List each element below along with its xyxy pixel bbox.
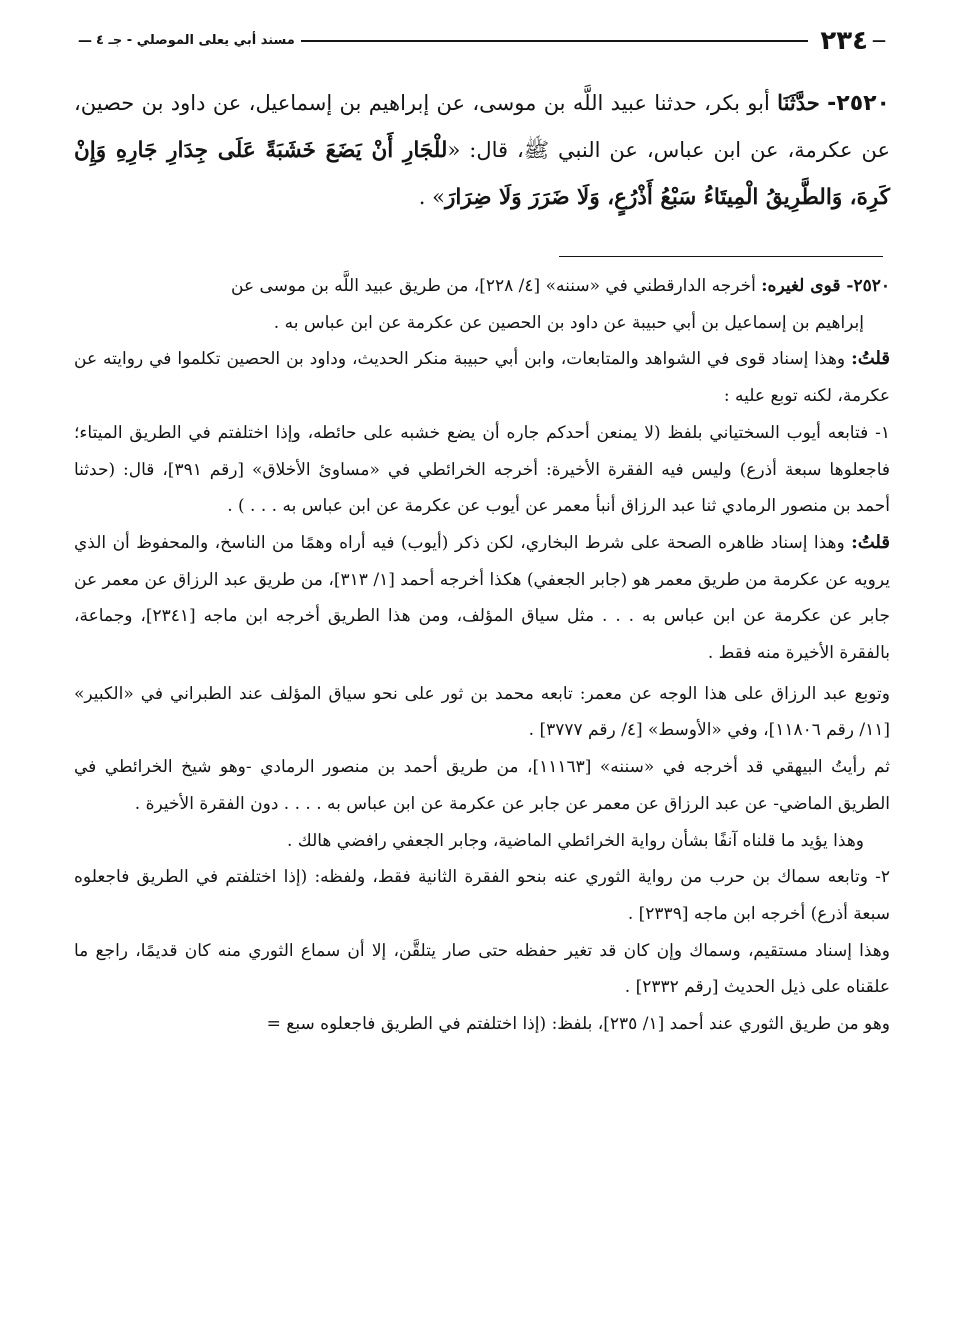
haddathana: حدَّثَنَا [777, 90, 820, 115]
hadith-number-sep: - [827, 91, 837, 116]
footnote-separator [559, 256, 883, 257]
footnote-paragraph [74, 676, 890, 749]
footnote-paragraph [74, 749, 890, 822]
header-trailing-dash: — [78, 33, 92, 49]
footnote-text: وهذا إسناد قوى في الشواهد والمتابعات، وابن أبي حبيبة منكر الحديث، وداود بن الحصين تكلموا في روايته عن عكرمة، لكنه توبع عليه : [74, 349, 890, 407]
footnote-paragraph [74, 1006, 890, 1043]
footnote-text: وهذا إسناد مستقيم، وسماك وإن كان قد تغير حفظه حتى صار يتلقَّن، إلا أن سماع الثوري منه كان قديمًا، راجع ما علقناه على ذيل الحديث [رقم ٢٣٣٢] . [74, 940, 890, 998]
page-number: ٢٣٤ [820, 26, 868, 56]
footnote-paragraph [74, 933, 890, 1006]
footnote-paragraph [74, 341, 890, 414]
footnote-paragraph [74, 525, 890, 672]
footnote-text: إبراهيم بن إسماعيل بن أبي حبيبة عن داود بن الحصين عن عكرمة عن ابن عباس به . [273, 312, 864, 333]
footnote-text: وهو من طريق الثوري عند أحمد [١/ ٢٣٥]، بلفظ: (إذا اختلفتم في الطريق فاجعلوه سبع = [266, 1014, 890, 1035]
hadith-isnad: أبو بكر، حدثنا عبيد اللَّه بن موسى، عن إبراهيم بن إسماعيل، عن داود بن حصين، عن عكرمة، عن ابن عباس، عن النبي ﷺ، قال: « [74, 91, 890, 162]
header-rule [301, 40, 809, 42]
hadith-text [74, 80, 890, 221]
footnote-lead: ٢٥٢٠- قوى لغيره: [761, 276, 890, 296]
footnotes [74, 268, 890, 1043]
qult-label: قلتُ: [851, 531, 890, 553]
running-title: مسند أبي يعلى الموصلي - جـ ٤ [96, 33, 295, 48]
footnote-text: ٢- وتابعه سماك بن حرب من رواية الثوري عنه بنحو الفقرة الثانية فقط، ولفظه: (إذا اختلفتم في الطريق فاجعلوه سبعة أذرع) أخرجه ابن ماجه [٢٣٣٩] . [74, 867, 890, 924]
footnote-text: وهذا إسناد ظاهره الصحة على شرط البخاري، لكن ذكر (أيوب) فيه أراه وهمًا من الناسخ، والمحفوظ أن الذي يرويه عن عكرمة من طريق معمر هو (جابر الجعفي) هكذا أخرجه أحمد [١/ ٣١٣]، من طريق عبد الرزاق عن معمر عن جابر عن عكرمة عن ابن عباس به . . . مثل سياق المؤلف، ومن هذا الطريق أخرجه ابن ماجه [٢٣٤١]، وجماعة، بالفقرة الأخيرة منه فقط . [74, 532, 890, 664]
footnote-paragraph [74, 305, 890, 342]
hadith-matn: للْجَارِ أَنْ يَضَعَ خَشَبَةً عَلَى جِدَارِ جَارِهِ وَإِنْ كَرِهَ، وَالطَّرِيقُ الْمِيتَاءُ سَبْعُ أَذْرُعٍ، وَلَا ضَرَرَ وَلَا ضِرَارَ [74, 138, 890, 210]
hadith-close: » . [418, 185, 445, 209]
qult-label: قلتُ: [851, 348, 890, 370]
footnote-text: وهذا يؤيد ما قلناه آنفًا بشأن رواية الخرائطي الماضية، وجابر الجعفي رافضي هالك . [286, 830, 864, 851]
footnote-paragraph [74, 859, 890, 932]
footnote-text: ١- فتابعه أيوب السختياني بلفظ (لا يمنعن أحدكم جاره أن يضع خشبه على حائطه، وإذا اختلفتم في الطريق الميتاء؛ فاجعلوها سبعة أذرع) وليس فيه الفقرة الأخيرة: أخرجه الخرائطي في «مساوئ الأخلاق» [رقم ٣٩١]، قال: (حدثنا أحمد بن منصور الرمادي ثنا عبد الرزاق أنبأ معمر عن أيوب عن عكرمة عن ابن عباس به . . . ) . [74, 422, 891, 517]
footnote-paragraph [74, 415, 890, 525]
footnote-text: ثم رأيتُ البيهقي قد أخرجه في «سننه» [١١١٦٣]، من طريق أحمد بن منصور الرمادي -وهو شيخ الخرائطي في الطريق الماضي- عن عبد الرزاق عن معمر عن جابر عن عكرمة عن ابن عباس به . . . . دون الفقرة الأخيرة . [74, 757, 890, 814]
footnote-paragraph [74, 268, 890, 305]
hadith-number: ٥٢٠ [849, 91, 890, 116]
hadith-number-marker: ٢ [836, 91, 850, 116]
page-header [74, 26, 890, 56]
footnote-text: وتوبع عبد الرزاق على هذا الوجه عن معمر: تابعه محمد بن ثور على نحو سياق المؤلف عند الطبراني في «الكبير» [١١/ رقم ١١٨٠٦]، وفي «الأوسط» [٤/ رقم ٣٧٧٧] . [74, 683, 890, 741]
header-leading-dash: — [872, 33, 886, 49]
footnote-paragraph [74, 823, 890, 860]
hadith-paragraph [74, 80, 890, 221]
footnote-text: أخرجه الدارقطني في «سننه» [٤/ ٢٢٨]، من طريق عبيد اللَّه بن موسى عن [231, 276, 756, 296]
